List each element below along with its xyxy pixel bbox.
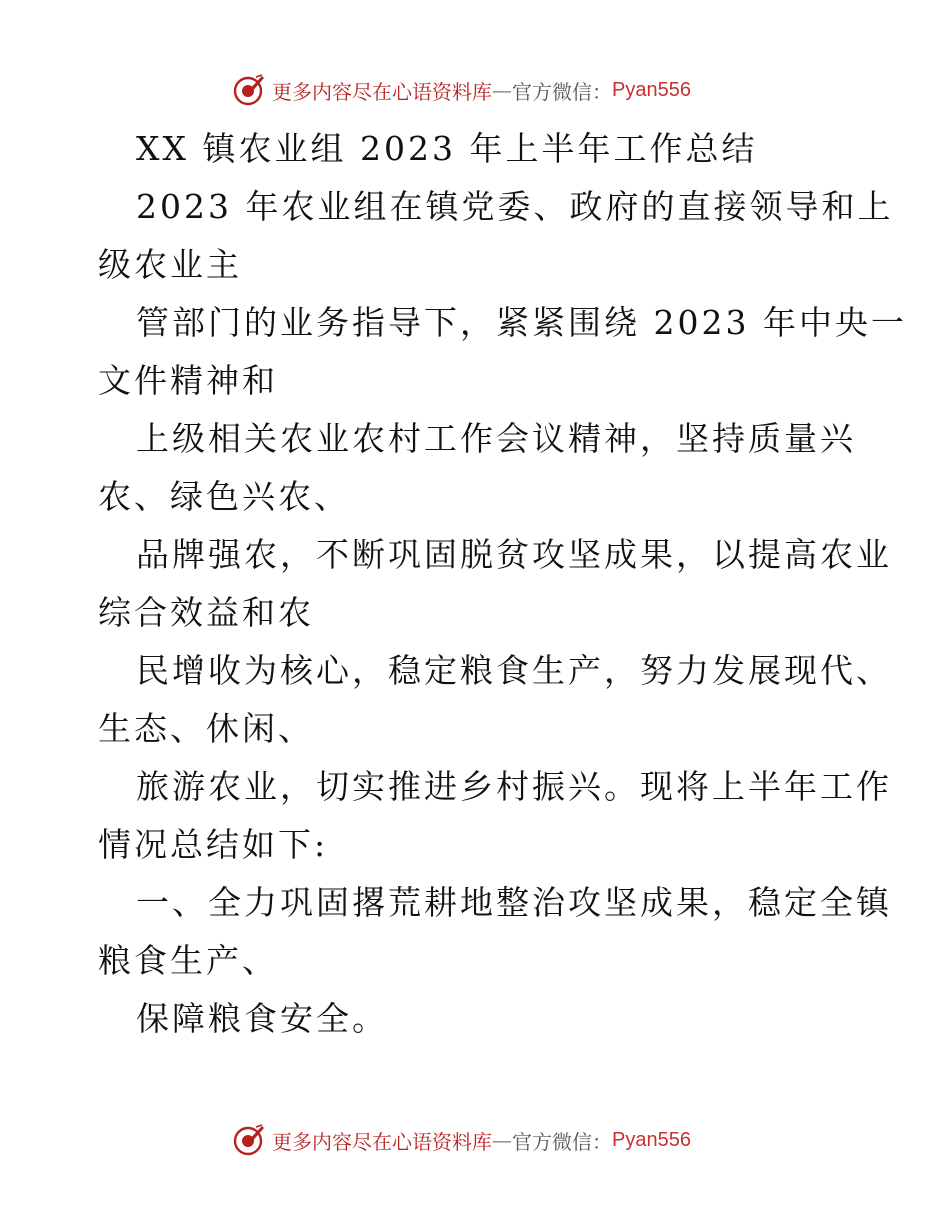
text-line: 2023 年农业组在镇党委、政府的直接领导和上	[136, 187, 894, 226]
footer-wechat-label: 官方微信：	[512, 1129, 612, 1154]
text-line: 管部门的业务指导下，紧紧围绕 2023 年中央一	[136, 303, 907, 342]
header-wechat-label: 官方微信：	[512, 79, 612, 104]
text-line: 保障粮食安全。	[136, 999, 388, 1038]
text-line: 上级相关农业农村工作会议精神，坚持质量兴	[136, 419, 856, 458]
document-body	[98, 120, 907, 1048]
pen-circle-logo-icon	[232, 73, 266, 107]
section-heading: 一、全力巩固撂荒耕地整治攻坚成果，稳定全镇	[136, 883, 892, 922]
text-line: 文件精神和	[98, 361, 278, 400]
text-line: 农、绿色兴农、	[98, 477, 350, 516]
header-separator: —	[492, 78, 512, 102]
footer-banner[interactable]	[232, 1120, 752, 1160]
text-line: 旅游农业，切实推进乡村振兴。现将上半年工作	[136, 767, 892, 806]
text-line: 情况总结如下:	[98, 825, 329, 864]
text-line: 粮食生产、	[98, 941, 278, 980]
document-title: XX 镇农业组 2023 年上半年工作总结	[136, 129, 758, 168]
text-line: 级农业主	[98, 245, 242, 284]
footer-separator: —	[492, 1128, 512, 1152]
text-line: 民增收为核心，稳定粮食生产，努力发展现代、	[136, 651, 892, 690]
pen-circle-logo-icon	[232, 1123, 266, 1157]
header-wechat-id: Pyan556	[612, 78, 691, 101]
text-line: 生态、休闲、	[98, 709, 314, 748]
header-banner[interactable]	[232, 70, 752, 110]
footer-wechat-id: Pyan556	[612, 1128, 691, 1151]
header-promo-text: 更多内容尽在心语资料库	[272, 79, 492, 104]
text-line: 品牌强农，不断巩固脱贫攻坚成果，以提高农业	[136, 535, 892, 574]
text-line: 综合效益和农	[98, 593, 314, 632]
footer-promo-text: 更多内容尽在心语资料库	[272, 1129, 492, 1154]
